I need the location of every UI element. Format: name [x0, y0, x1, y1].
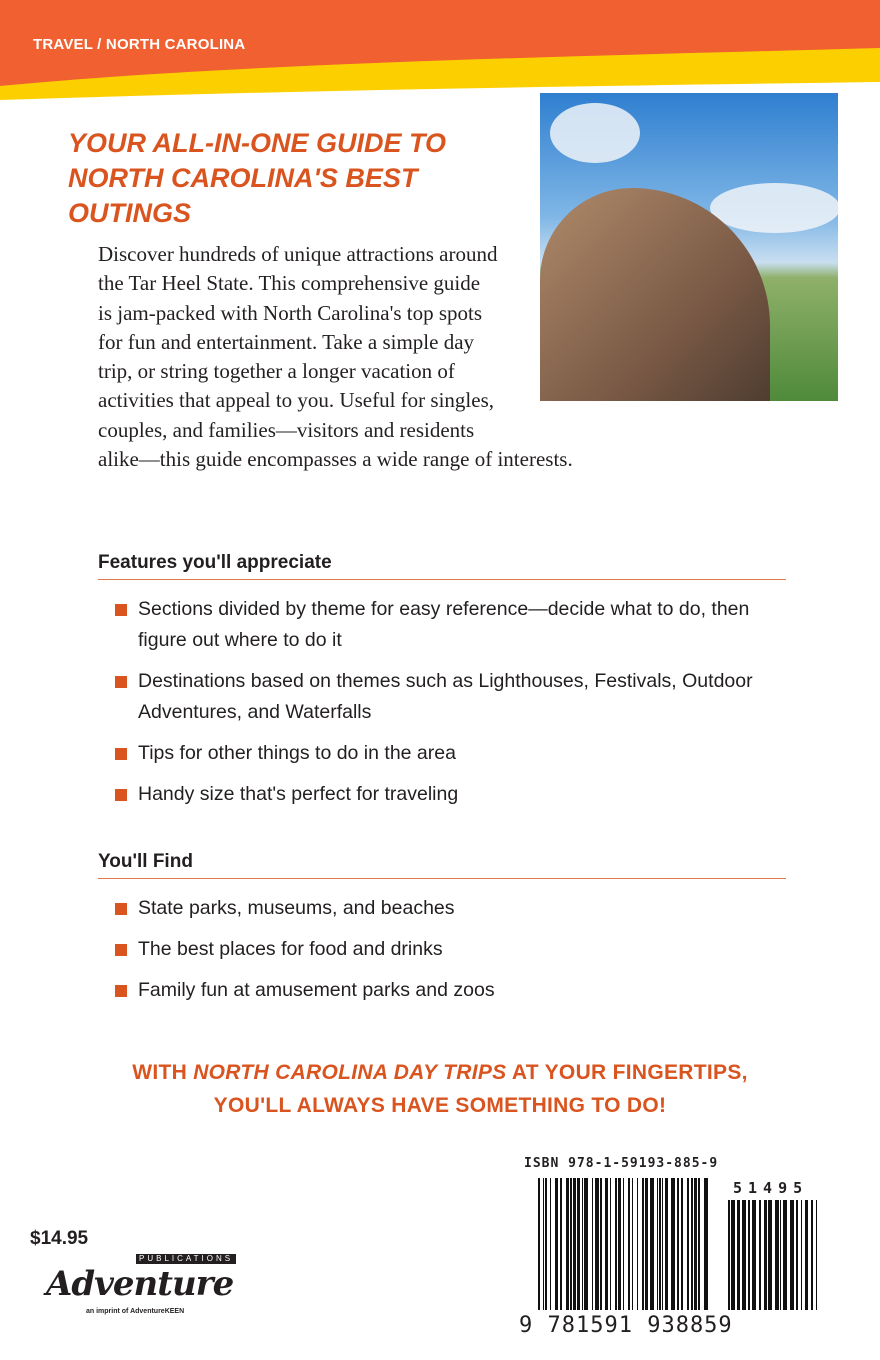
- category-label: TRAVEL / NORTH CAROLINA: [33, 36, 246, 53]
- barcode-bar: [728, 1200, 730, 1310]
- barcode-bar: [566, 1178, 569, 1310]
- barcode-bar: [780, 1200, 781, 1310]
- list-item: [98, 666, 786, 728]
- barcode-bar: [752, 1200, 756, 1310]
- barcode-bar: [573, 1178, 576, 1310]
- publisher-logo: [46, 1254, 256, 1324]
- publisher-imprint: an imprint of AdventureKEEN: [86, 1308, 185, 1315]
- barcode-bar: [615, 1178, 617, 1310]
- barcode-bar: [577, 1178, 580, 1310]
- intro-paragraph: [98, 240, 798, 474]
- barcode-bar: [662, 1178, 663, 1310]
- bullet-square-icon: [115, 676, 127, 688]
- barcode-bar: [538, 1178, 540, 1310]
- barcode-bar: [584, 1178, 588, 1310]
- list-item-text: State parks, museums, and beaches: [138, 897, 455, 919]
- bullet-square-icon: [115, 604, 127, 616]
- publisher-top: PUBLICATIONS: [136, 1254, 236, 1264]
- barcode-bar: [694, 1178, 697, 1310]
- list-item-text: Sections divided by theme for easy reference—decide what to do, then figure out where to do it: [138, 598, 750, 651]
- barcode-bar: [768, 1200, 772, 1310]
- tagline-book-title: NORTH CAROLINA DAY TRIPS: [193, 1061, 507, 1084]
- tagline-post: AT YOUR FINGERTIPS,: [506, 1061, 748, 1084]
- barcode-bar: [605, 1178, 608, 1310]
- addon-digits: 51495: [733, 1179, 809, 1197]
- ean-barcode: [538, 1178, 710, 1310]
- bullet-square-icon: [115, 748, 127, 760]
- barcode-bar: [748, 1200, 750, 1310]
- barcode-bar: [628, 1178, 630, 1310]
- barcode-bar: [801, 1200, 802, 1310]
- list-item-text: The best places for food and drinks: [138, 938, 443, 960]
- barcode-bar: [731, 1200, 735, 1310]
- tagline-line2: YOU'LL ALWAYS HAVE SOMETHING TO DO!: [213, 1094, 667, 1117]
- list-item-text: Family fun at amusement parks and zoos: [138, 979, 495, 1001]
- list-item: [98, 738, 786, 769]
- bullet-square-icon: [115, 944, 127, 956]
- list-item: [98, 934, 786, 965]
- barcode-bar: [677, 1178, 679, 1310]
- barcode-bar: [582, 1178, 583, 1310]
- barcode-bar: [610, 1178, 611, 1310]
- barcode-bar: [555, 1178, 558, 1310]
- barcode-bar: [681, 1178, 683, 1310]
- barcode-bar: [704, 1178, 708, 1310]
- barcode-bar: [783, 1200, 787, 1310]
- barcode-bar: [691, 1178, 693, 1310]
- barcode-bar: [796, 1200, 798, 1310]
- barcode-bar: [742, 1200, 746, 1310]
- list-item: [98, 594, 786, 656]
- barcode-bar: [659, 1178, 661, 1310]
- publisher-name: Adventure: [46, 1264, 234, 1304]
- features-section: [98, 552, 786, 820]
- barcode-bar: [618, 1178, 621, 1310]
- features-title: Features you'll appreciate: [98, 552, 786, 580]
- headline: YOUR ALL-IN-ONE GUIDE TO NORTH CAROLINA'S BEST OUTINGS: [68, 128, 446, 228]
- list-item-text: Handy size that's perfect for traveling: [138, 783, 459, 805]
- barcode-bar: [623, 1178, 624, 1310]
- barcode-bar: [687, 1178, 689, 1310]
- find-section: [98, 851, 786, 1016]
- barcode-bar: [759, 1200, 761, 1310]
- barcode-bar: [698, 1178, 700, 1310]
- bullet-square-icon: [115, 985, 127, 997]
- barcode-bar: [632, 1178, 633, 1310]
- isbn-label: ISBN 978-1-59193-885-9: [524, 1156, 719, 1171]
- find-title: You'll Find: [98, 851, 786, 879]
- barcode-bar: [545, 1178, 547, 1310]
- barcode-bar: [642, 1178, 644, 1310]
- list-item-text: Tips for other things to do in the area: [138, 742, 456, 764]
- price: $14.95: [30, 1228, 89, 1249]
- barcode-bar: [737, 1200, 740, 1310]
- barcode-bar: [671, 1178, 675, 1310]
- barcode-bar: [805, 1200, 808, 1310]
- barcode-bar: [764, 1200, 767, 1310]
- bullet-square-icon: [115, 903, 127, 915]
- list-item: [98, 779, 786, 810]
- tagline: [0, 1056, 880, 1122]
- barcode-bar: [790, 1200, 794, 1310]
- tagline-pre: WITH: [132, 1061, 194, 1084]
- list-item-text: Destinations based on themes such as Lighthouses, Festivals, Outdoor Adventures, and Waterfalls: [138, 670, 753, 723]
- barcode-bar: [775, 1200, 779, 1310]
- barcode-bar: [637, 1178, 638, 1310]
- intro-text: Discover hundreds of unique attractions around the Tar Heel State. This comprehensive guide is jam-packed with North Carolina's top spots for fun and entertainment. Take a simple day trip, or string together a longer vacation of activities that appeal to you. Useful for singles, couples, and families—visitors and residents alike—this guide encompasses a wide range of interests.: [98, 242, 573, 472]
- barcode-bar: [592, 1178, 593, 1310]
- barcode-bar: [560, 1178, 562, 1310]
- list-item: [98, 893, 786, 924]
- barcode-bar: [650, 1178, 654, 1310]
- barcode-bar: [811, 1200, 813, 1310]
- barcode-bar: [645, 1178, 648, 1310]
- barcode-bar: [665, 1178, 668, 1310]
- barcode-bar: [816, 1200, 817, 1310]
- barcode-bar: [600, 1178, 602, 1310]
- list-item: [98, 975, 786, 1006]
- barcode-bar: [595, 1178, 599, 1310]
- barcode-bar: [550, 1178, 551, 1310]
- barcode-bar: [543, 1178, 544, 1310]
- barcode-bar: [570, 1178, 572, 1310]
- barcode-bar: [657, 1178, 658, 1310]
- addon-barcode: [728, 1200, 820, 1310]
- ean-digits: 9 781591 938859: [519, 1313, 733, 1338]
- bullet-square-icon: [115, 789, 127, 801]
